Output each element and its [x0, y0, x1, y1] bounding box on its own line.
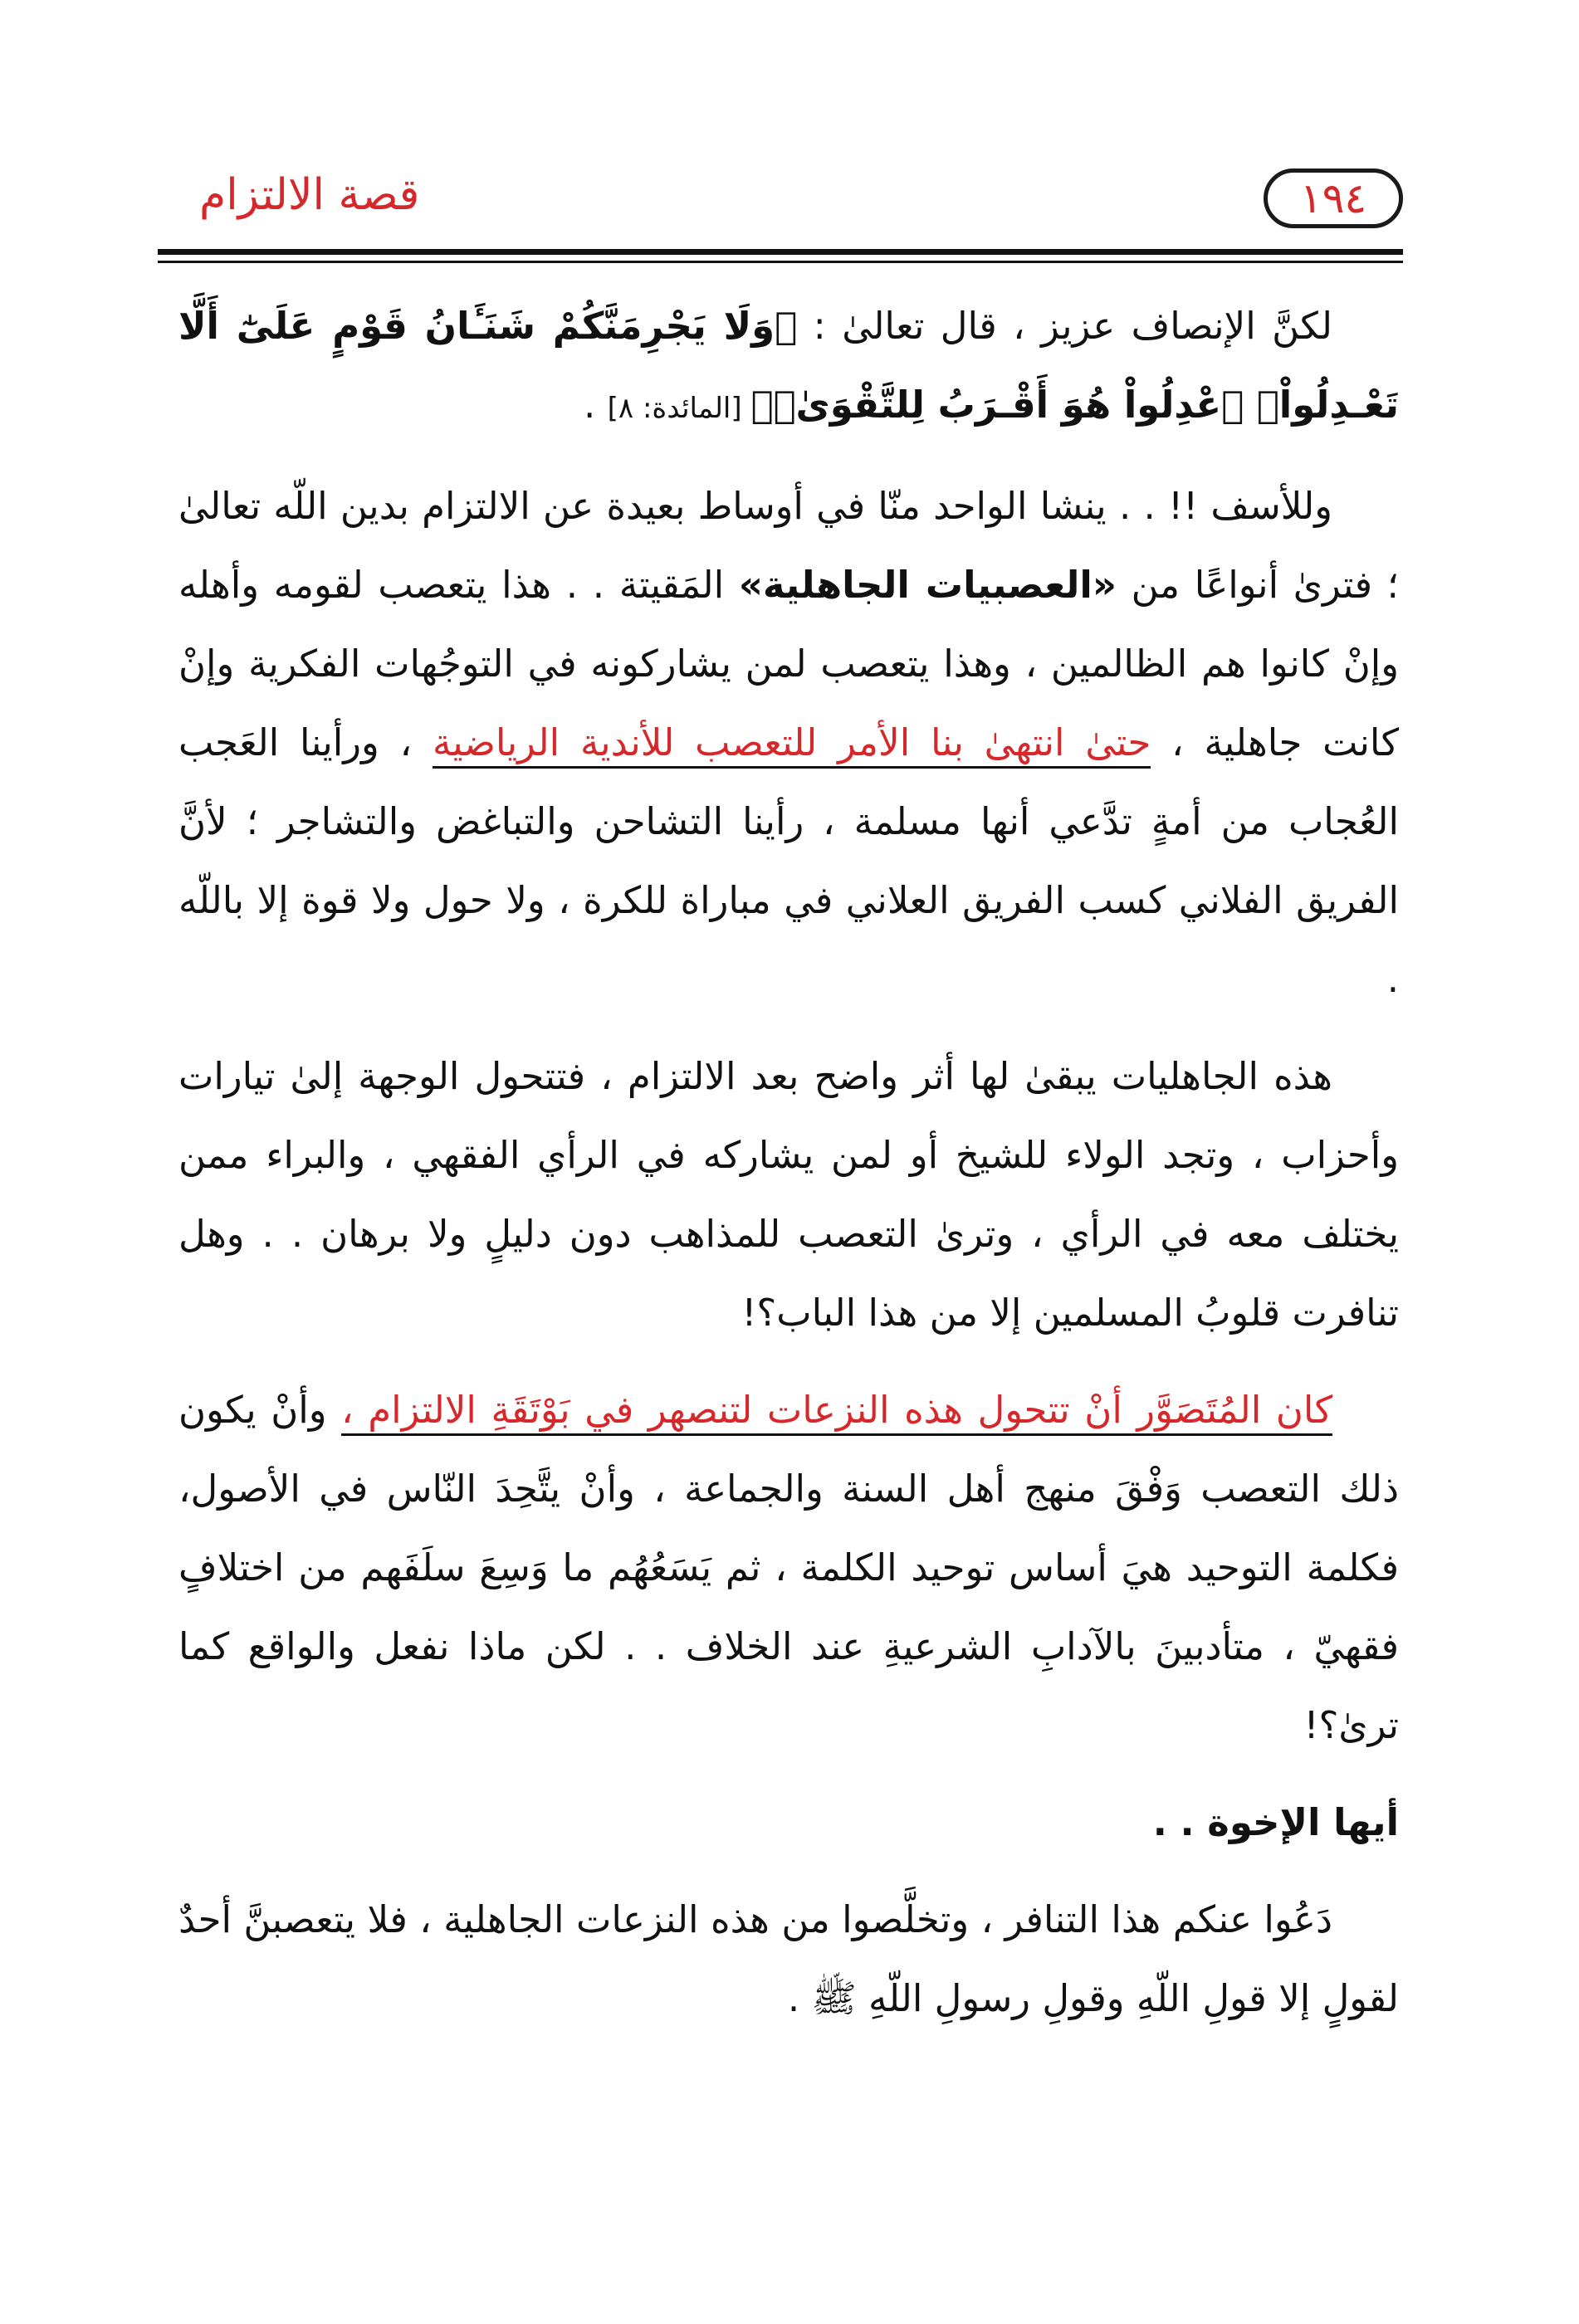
paragraph-2-bold-term: «العصبيات الجاهلية»	[738, 563, 1117, 607]
paragraph-1-end: .	[584, 383, 608, 427]
paragraph-5	[178, 1880, 1399, 2038]
quran-verse: ﴿وَلَا يَجْرِمَنَّكُمْ شَنَـَٔانُ قَوْمٍ عَلَىٰٓ أَلَّا تَعْـدِلُواْۚ ٱعْدِلُواْ هُوَ أَقْـرَبُ لِلتَّقْوَىٰۖ﴾	[178, 304, 1399, 427]
paragraph-2	[178, 466, 1399, 1018]
paragraph-2-part2: المَقيتة . . هذا يتعصب لقومه وأهله وإنْ كانوا هم الظالمين ، وهذا يتعصب لمن يشاركونه في التوجُهات الفكرية وإنْ كانت جاهلية ،	[178, 563, 1399, 764]
paragraph-1	[178, 286, 1399, 448]
verse-citation: [المائدة: ٨]	[607, 392, 751, 425]
page-number: ١٩٤	[1264, 168, 1403, 228]
paragraph-3-text: هذه الجاهليات يبقىٰ لها أثر واضح بعد الالتزام ، فتتحول الوجهة إلىٰ تيارات وأحزاب ، وتجد الولاء للشيخ أو لمن يشاركه في الرأي الفقهي ، والبراء ممن يختلف معه في الرأي ، وترىٰ التعصب للمذاهب دون دليلٍ ولا برهان . . وهل تنافرت قلوبُ المسلمين إلا من هذا الباب؟!	[178, 1054, 1399, 1335]
paragraph-1-lead: لكنَّ الإنصاف عزيز ، قال تعالىٰ :	[797, 304, 1332, 348]
paragraph-2-part3: ، ورأينا العَجب العُجاب من أمةٍ تدَّعي أنها مسلمة ، رأينا التشاحن والتباغض والتشاجر ؛ لأنَّ الفريق الفلاني كسب الفريق العلاني في مباراة للكرة ، ولا حول ولا قوة إلا باللّه .	[178, 720, 1399, 1001]
page-body	[178, 286, 1399, 2056]
header-rule-thick	[158, 249, 1403, 255]
page-header	[199, 162, 1403, 237]
paragraph-2-part1: وللأسف !! . . ينشا الواحد منّا في أوساط بعيدة عن الالتزام بدين اللّه تعالىٰ ؛ فترىٰ أنواعًا من	[178, 484, 1399, 607]
paragraph-4	[178, 1370, 1399, 1765]
running-title: قصة الالتزام	[199, 170, 420, 220]
paragraph-4-rest: وأنْ يكون ذلك التعصب وَفْقَ منهج أهل السنة والجماعة ، وأنْ يتَّحِدَ النّاس في الأصول، فكلمة التوحيد هيَ أساس توحيد الكلمة ، ثم يَسَعُهُم ما وَسِعَ سلَفَهم من اختلافٍ فقهيّ ، متأدبينَ بالآدابِ الشرعيةِ عند الخلاف . . لكن ماذا نفعل والواقع كما ترىٰ؟!	[178, 1388, 1399, 1747]
header-rule-thin	[158, 261, 1403, 263]
paragraph-5-text: دَعُوا عنكم هذا التنافر ، وتخلَّصوا من هذه النزعات الجاهلية ، فلا يتعصبنَّ أحدٌ لقولٍ إلا قولِ اللّهِ وقولِ رسولِ اللّهِ ﷺ .	[178, 1897, 1399, 2020]
paragraph-3	[178, 1037, 1399, 1352]
paragraph-4-highlight: كان المُتَصَوَّر أنْ تتحول هذه النزعات لتنصهر في بَوْتَقَةِ الالتزام ،	[341, 1388, 1332, 1436]
paragraph-2-highlight: حتىٰ انتهىٰ بنا الأمر للتعصب للأندية الرياضية	[433, 720, 1151, 769]
section-heading: أيها الإخوة . .	[1152, 1800, 1399, 1844]
